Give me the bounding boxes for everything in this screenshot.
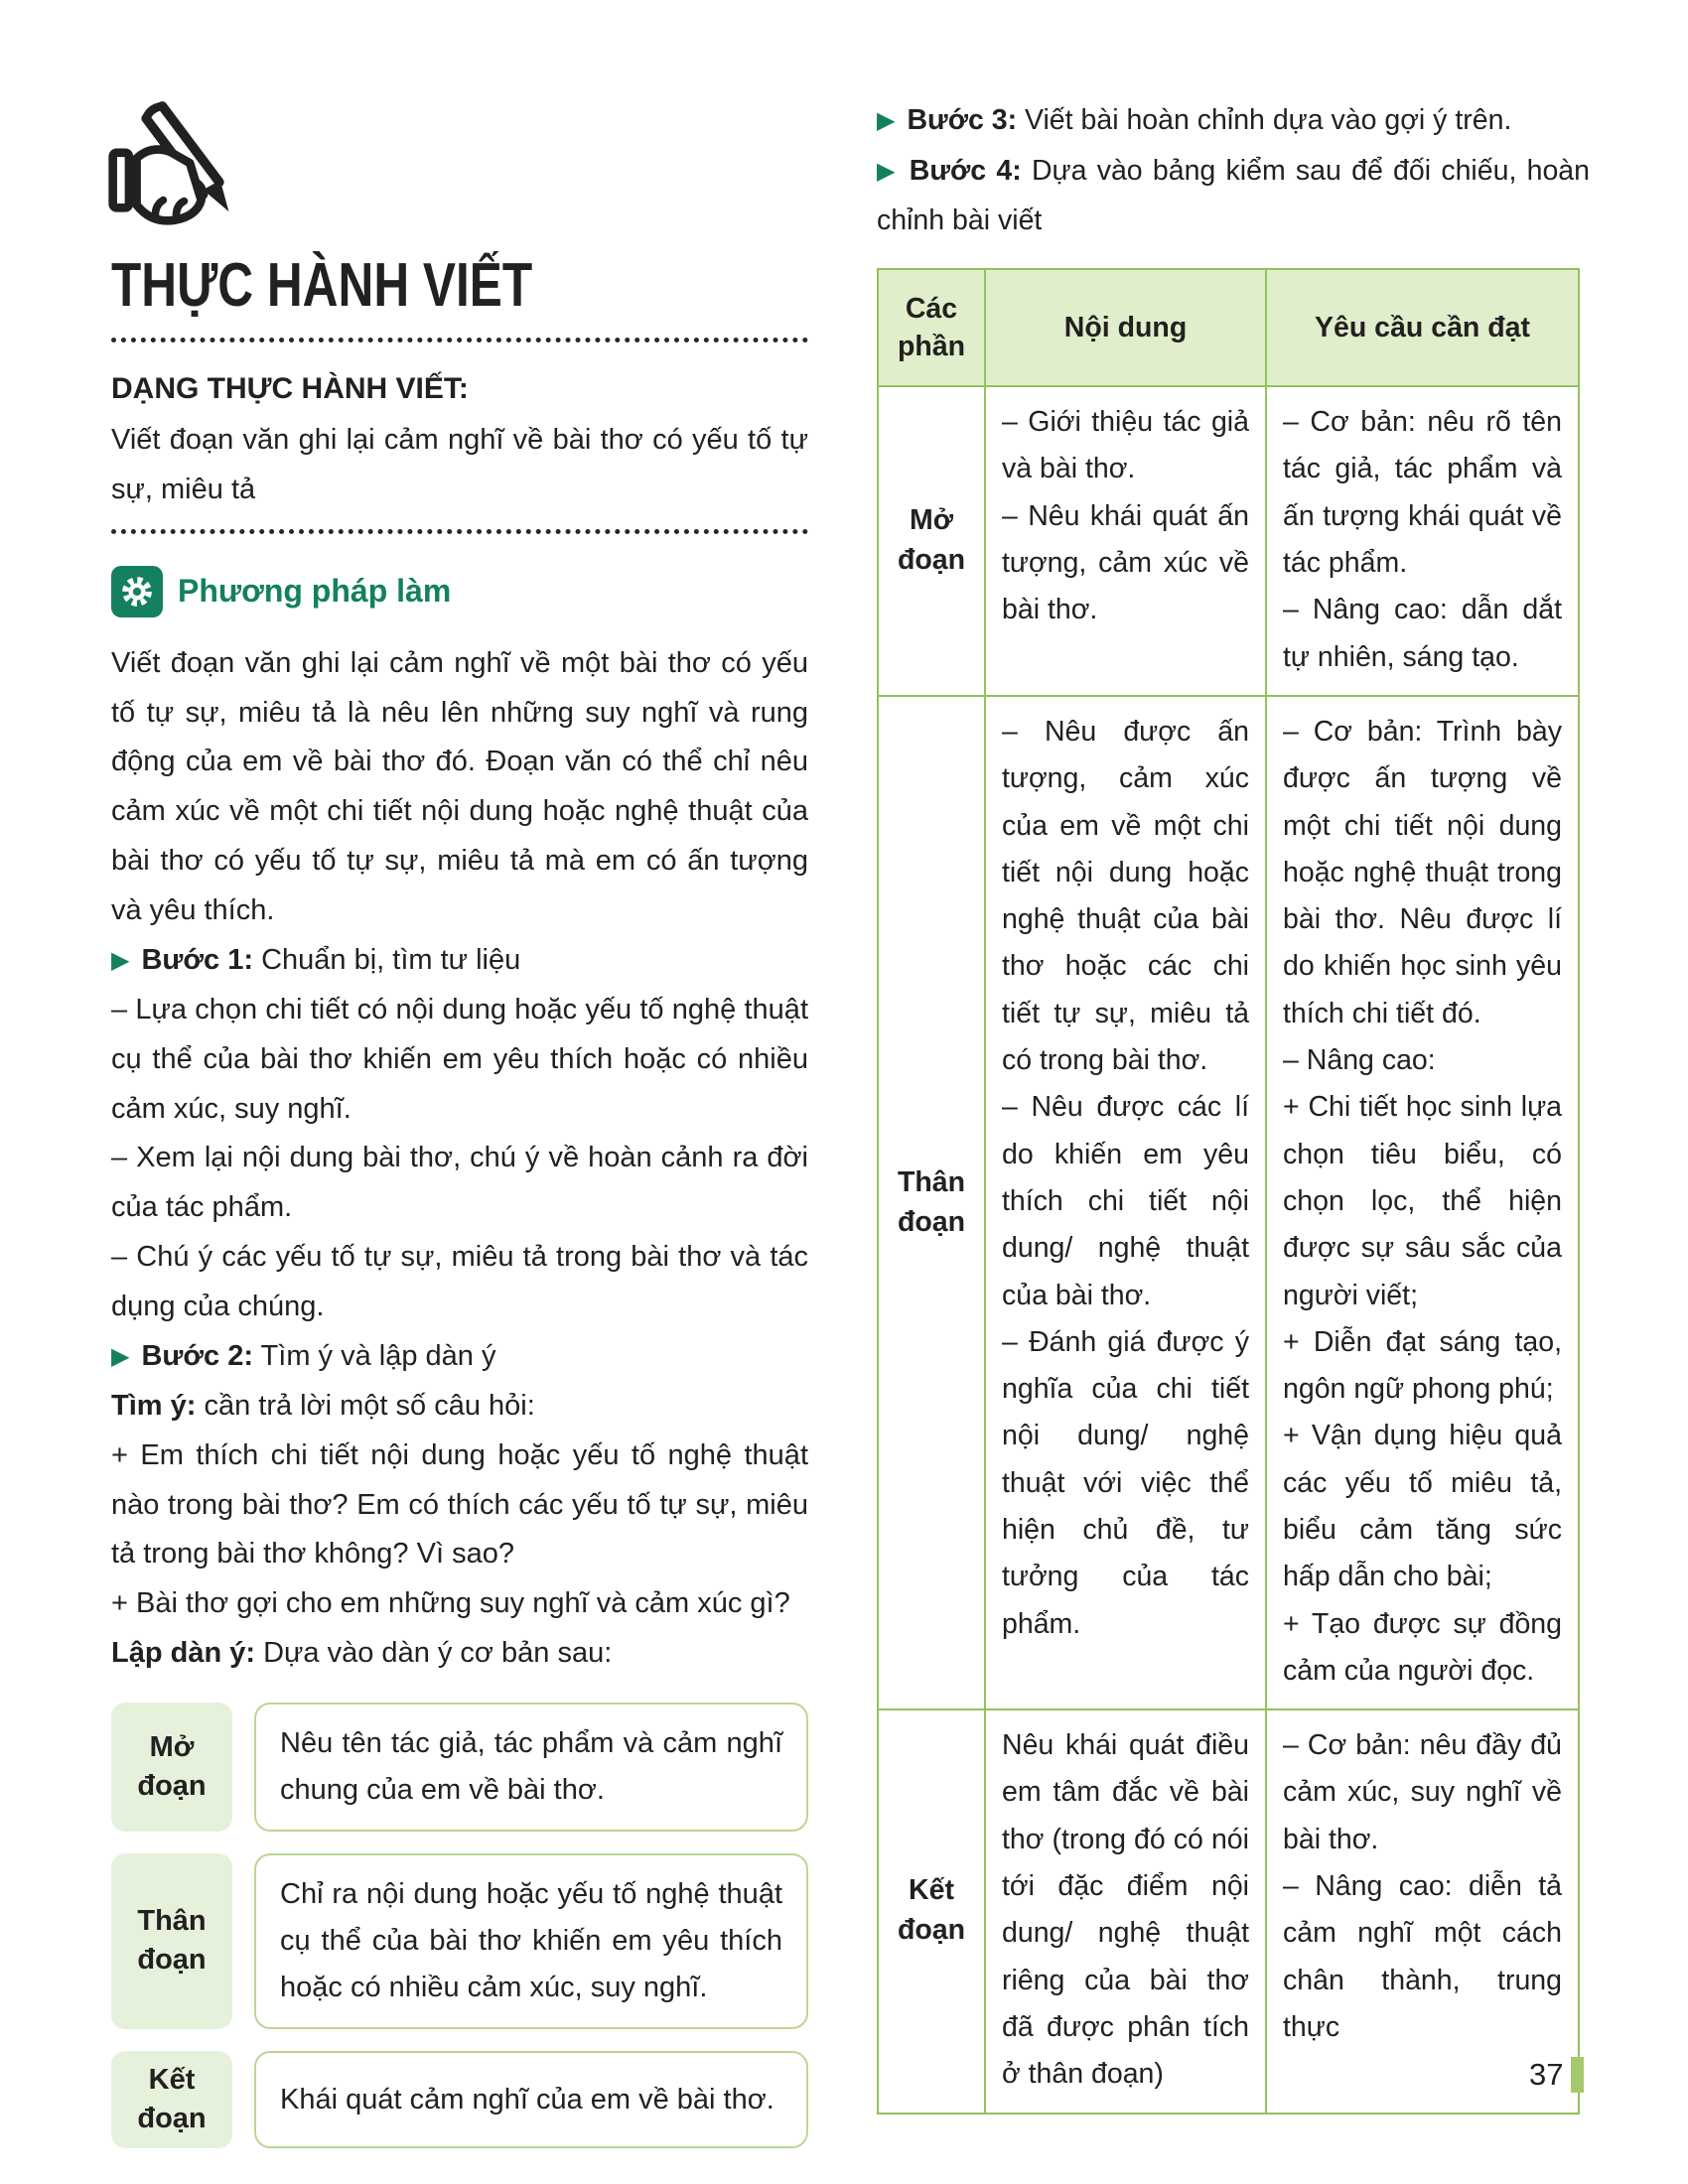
- step-1-label: Bước 1:: [141, 943, 253, 976]
- content-item: – Nêu khái quát ấn tượng, cảm xúc về bài thơ.: [1002, 499, 1249, 626]
- requirement-item: – Nâng cao: diễn tả cảm nghĩ một cách chân thành, trung thực: [1283, 1870, 1562, 2043]
- content-item: Nêu khái quát điều em tâm đắc về bài thơ (trong đó có nói tới đặc điểm nội dung/ nghệ thuật riêng của bài thơ đã được phân tích ở thân đoạn): [1002, 1729, 1249, 2091]
- requirement-item: – Cơ bản: Trình bày được ấn tượng về một chi tiết nội dung hoặc nghệ thuật trong bài thơ. Nêu được lí do khiến học sinh yêu thích chi tiết đó.: [1283, 715, 1562, 1029]
- page-number: 37: [1529, 2057, 1564, 2092]
- step-1-text: Chuẩn bị, tìm tư liệu: [261, 943, 521, 976]
- method-intro: Viết đoạn văn ghi lại cảm nghĩ về một bài thơ có yếu tố tự sự, miêu tả là nêu lên những suy nghĩ và rung động của em về bài thơ đó. Đoạn văn có thể chỉ nêu cảm xúc về một chi tiết nội dung hoặc nghệ thuật của bài thơ có yếu tố tự sự, miêu tả mà em có ấn tượng và yêu thích.: [111, 646, 808, 927]
- step-3-text: Viết bài hoàn chỉnh dựa vào gợi ý trên.: [1024, 104, 1512, 136]
- requirement-item: – Cơ bản: nêu đầy đủ cảm xúc, suy nghĩ về bài thơ.: [1283, 1729, 1562, 1855]
- triangle-bullet-icon: ▶: [111, 945, 130, 974]
- step-2-line: [111, 1332, 808, 1382]
- content-cell-closing: [985, 1709, 1266, 2113]
- column-header-parts: Các phần: [878, 269, 985, 386]
- table-header-row: [878, 269, 1579, 386]
- step-4-label: Bước 4:: [909, 154, 1022, 187]
- part-cell-closing: Kết đoạn: [878, 1709, 985, 2113]
- requirement-item: + Diễn đạt sáng tạo, ngôn ngữ phong phú;: [1283, 1325, 1562, 1406]
- question-item: + Bài thơ gợi cho em những suy nghĩ và cảm xúc gì?: [111, 1587, 790, 1620]
- outline-intro-line: [111, 1629, 808, 1679]
- part-cell-body: Thân đoạn: [878, 696, 985, 1709]
- table-row-body: [878, 696, 1579, 1709]
- triangle-bullet-icon: ▶: [877, 106, 896, 134]
- step-2-text: Tìm ý và lập dàn ý: [260, 1339, 496, 1372]
- content-item: – Nêu được các lí do khiến em yêu thích chi tiết nội dung/ nghệ thuật của bài thơ.: [1002, 1091, 1249, 1311]
- method-heading-row: [111, 566, 808, 617]
- left-column: [111, 95, 808, 2148]
- step-2-label: Bước 2:: [141, 1339, 253, 1372]
- step-3-line: [877, 95, 1590, 146]
- part-cell-opening: Mở đoạn: [878, 386, 985, 696]
- page-number-bar: [1571, 2057, 1584, 2093]
- column-header-content: Nội dung: [985, 269, 1266, 386]
- outline-label-opening: Mở đoạn: [111, 1703, 232, 1832]
- content-cell-opening: [985, 386, 1266, 696]
- content-item: – Nêu được ấn tượng, cảm xúc của em về một chi tiết nội dung hoặc nghệ thuật của bài thơ hoặc các chi tiết tự sự, miêu tả có trong bài thơ.: [1002, 715, 1249, 1077]
- step-4-text: Dựa vào bảng kiểm sau để đối chiếu, hoàn chỉnh bài viết: [877, 154, 1591, 237]
- requirements-cell-opening: [1266, 386, 1579, 696]
- page-footer: [1529, 2057, 1584, 2093]
- requirement-item: – Nâng cao: dẫn dắt tự nhiên, sáng tạo.: [1283, 594, 1562, 673]
- requirement-item: + Vận dụng hiệu quả các yếu tố miêu tả, biểu cảm tăng sức hấp dẫn cho bài;: [1283, 1420, 1562, 1593]
- checklist-table: [877, 268, 1580, 2114]
- step-1-item: – Chú ý các yếu tố tự sự, miêu tả trong bài thơ và tác dụng của chúng.: [111, 1241, 808, 1323]
- form-type-heading: DẠNG THỰC HÀNH VIẾT:: [111, 371, 469, 405]
- form-type-text: Viết đoạn văn ghi lại cảm nghĩ về bài thơ có yếu tố tự sự, miêu tả: [111, 423, 808, 505]
- writing-hand-icon: [105, 95, 238, 244]
- find-ideas-line: [111, 1382, 808, 1432]
- step-3-label: Bước 3:: [907, 104, 1018, 136]
- outline-row-closing: [111, 2051, 808, 2148]
- outline-label-body: Thân đoạn: [111, 1853, 232, 2029]
- find-ideas-label: Tìm ý:: [111, 1389, 197, 1422]
- dotted-divider: [111, 529, 808, 534]
- requirement-item: – Cơ bản: nêu rõ tên tác giả, tác phẩm và ấn tượng khái quát về tác phẩm.: [1283, 406, 1562, 580]
- column-header-requirements: Yêu cầu cần đạt: [1266, 269, 1579, 386]
- outline-intro-text: Dựa vào dàn ý cơ bản sau:: [263, 1637, 613, 1670]
- outline-diagram: [111, 1703, 808, 2148]
- outline-row-body: [111, 1853, 808, 2029]
- outline-box-body: Chỉ ra nội dung hoặc yếu tố nghệ thuật cụ thể của bài thơ khiến em yêu thích hoặc có nhiều cảm xúc, suy nghĩ.: [254, 1853, 808, 2029]
- page-title: THỰC HÀNH VIẾT: [111, 251, 533, 320]
- question-item: + Em thích chi tiết nội dung hoặc yếu tố nghệ thuật nào trong bài thơ? Em có thích các yếu tố tự sự, miêu tả trong bài thơ không? Vì sao?: [111, 1438, 808, 1570]
- method-heading: Phương pháp làm: [178, 573, 452, 610]
- outline-row-opening: [111, 1703, 808, 1832]
- outline-label-closing: Kết đoạn: [111, 2051, 232, 2148]
- requirements-cell-closing: [1266, 1709, 1579, 2113]
- step-4-line: [877, 146, 1590, 246]
- table-row-opening: [878, 386, 1579, 696]
- content-item: – Giới thiệu tác giả và bài thơ.: [1002, 406, 1249, 485]
- content-item: – Đánh giá được ý nghĩa của chi tiết nội dung/ nghệ thuật với việc thể hiện chủ đề, tư tưởng của tác phẩm.: [1002, 1325, 1249, 1640]
- step-1-line: [111, 936, 808, 986]
- content-cell-body: [985, 696, 1266, 1709]
- gear-icon: [111, 566, 163, 617]
- right-column: [877, 95, 1590, 2115]
- dotted-divider: [111, 338, 808, 342]
- outline-intro-label: Lập dàn ý:: [111, 1637, 256, 1670]
- table-row-closing: [878, 1709, 1579, 2113]
- requirement-item: + Chi tiết học sinh lựa chọn tiêu biểu, có chọn lọc, thể hiện được sự sâu sắc của người viết;: [1283, 1091, 1562, 1311]
- triangle-bullet-icon: ▶: [111, 1341, 130, 1370]
- requirements-cell-body: [1266, 696, 1579, 1709]
- triangle-bullet-icon: ▶: [877, 156, 898, 185]
- find-ideas-text: cần trả lời một số câu hỏi:: [204, 1389, 535, 1422]
- requirement-item: – Nâng cao:: [1283, 1044, 1436, 1077]
- outline-box-closing: Khái quát cảm nghĩ của em về bài thơ.: [254, 2051, 808, 2148]
- requirement-item: + Tạo được sự đồng cảm của người đọc.: [1283, 1607, 1562, 1687]
- step-1-item: – Xem lại nội dung bài thơ, chú ý về hoàn cảnh ra đời của tác phẩm.: [111, 1142, 808, 1224]
- step-1-item: – Lựa chọn chi tiết có nội dung hoặc yếu tố nghệ thuật cụ thể của bài thơ khiến em yêu thích hoặc có nhiều cảm xúc, suy nghĩ.: [111, 993, 808, 1125]
- outline-box-opening: Nêu tên tác giả, tác phẩm và cảm nghĩ chung của em về bài thơ.: [254, 1703, 808, 1832]
